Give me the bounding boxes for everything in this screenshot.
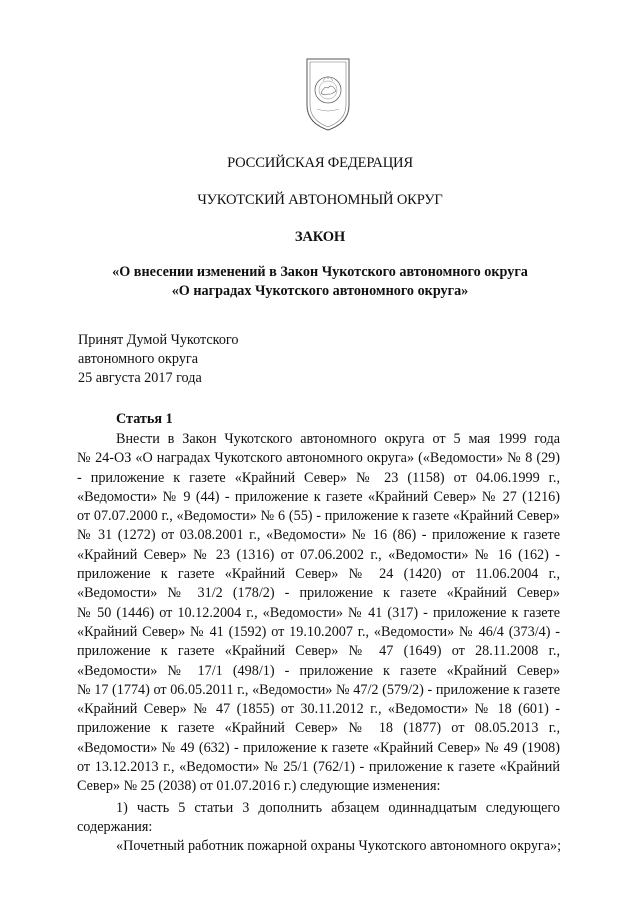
paragraph-line: Внести в Закон Чукотского автономного округа от 5 мая 1999 года <box>116 431 560 447</box>
document-type-heading: ЗАКОН <box>294 229 346 245</box>
paragraph-line: «Ведомости» № 17/1 (498/1) - приложение к газете «Крайний Север» <box>77 662 560 679</box>
paragraph-line: приложение к газете «Крайний Север» № 18 (1877) от 08.05.2013 г., <box>77 720 560 737</box>
region-heading: ЧУКОТСКИЙ АВТОНОМНЫЙ ОКРУГ <box>197 192 443 208</box>
law-title-line-1: «О внесении изменений в Закон Чукотского автономного округа <box>112 264 528 280</box>
item-line: содержания: <box>77 819 153 836</box>
adoption-info <box>78 331 238 388</box>
quoted-award-name <box>77 837 560 856</box>
paragraph-line: «Ведомости» № 49 (632) - приложение к газете «Крайний Север» № 49 (1908) <box>77 739 560 756</box>
paragraph-line: «Ведомости» № 9 (44) - приложение к газете «Крайний Север» № 27 (1216) <box>77 488 560 505</box>
paragraph-line: «Крайний Север» № 47 (1855) от 30.11.2012 г., «Ведомости» № 18 (601) - <box>77 701 560 718</box>
country-heading: РОССИЙСКАЯ ФЕДЕРАЦИЯ <box>227 155 413 171</box>
quote-line: «Почетный работник пожарной охраны Чукотского автономного округа»; <box>116 838 562 854</box>
paragraph-line: Север» № 25 (2038) от 01.07.2016 г.) следующие изменения: <box>77 778 441 795</box>
paragraph-line: от 13.12.2013 г., «Ведомости» № 25/1 (762/1) - приложение к газете «Крайний <box>77 759 560 776</box>
paragraph-line: № 31 (1272) от 03.08.2001 г., «Ведомости» № 16 (86) - приложение к газете <box>77 527 560 544</box>
adoption-line: Принят Думой Чукотского <box>78 332 239 348</box>
coat-of-arms-icon <box>303 57 353 132</box>
paragraph-line: № 17 (1774) от 06.05.2011 г., «Ведомости» № 47/2 (579/2) - приложение к газете <box>77 681 560 698</box>
amendment-item-1 <box>77 799 560 838</box>
paragraph-line: приложение к газете «Крайний Север» № 47 (1649) от 28.11.2008 г., <box>77 643 560 660</box>
adoption-line: автономного округа <box>78 351 199 367</box>
paragraph-line: от 07.07.2000 г., «Ведомости» № 6 (55) - приложение к газете «Крайний Север» <box>77 508 560 525</box>
adoption-date: 25 августа 2017 года <box>78 370 202 386</box>
item-line: 1) часть 5 статьи 3 дополнить абзацем одиннадцатым следующего <box>116 800 560 816</box>
paragraph-line: «Ведомости» № 31/2 (178/2) - приложение к газете «Крайний Север» <box>77 585 560 602</box>
paragraph-line: - приложение к газете «Крайний Север» № 23 (1158) от 04.06.1999 г., <box>77 469 560 486</box>
paragraph-line: № 50 (1446) от 10.12.2004 г., «Ведомости» № 41 (317) - приложение к газете <box>77 604 560 621</box>
paragraph-line: «Крайний Север» № 23 (1316) от 07.06.2002 г., «Ведомости» № 16 (162) - <box>77 546 560 563</box>
paragraph-line: «Крайний Север» № 41 (1592) от 19.10.2007 г., «Ведомости» № 46/4 (373/4) - <box>77 623 560 640</box>
article-title: Статья 1 <box>116 411 173 427</box>
paragraph-line: приложение к газете «Крайний Север» № 24 (1420) от 11.06.2004 г., <box>77 566 560 583</box>
law-title-line-2: «О наградах Чукотского автономного округа» <box>171 283 469 299</box>
paragraph-line: № 24-ОЗ «О наградах Чукотского автономного округа» («Ведомости» № 8 (29) <box>77 450 560 467</box>
article-body <box>77 430 560 797</box>
